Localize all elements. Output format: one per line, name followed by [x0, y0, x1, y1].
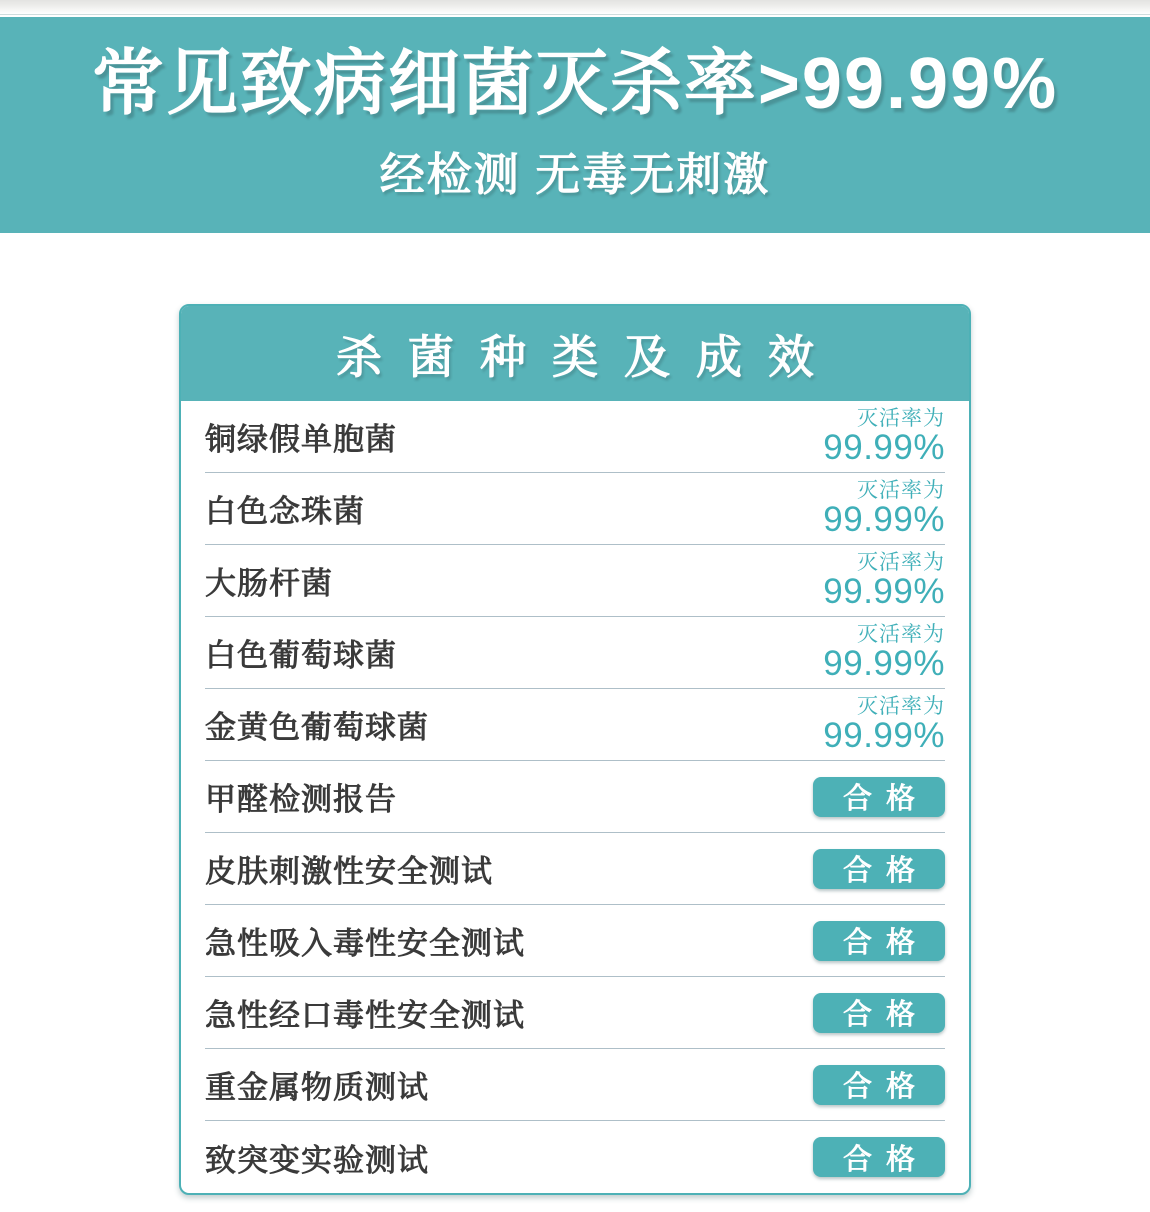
row-label: 铜绿假单胞菌	[205, 422, 397, 457]
pass-badge: 合格	[813, 921, 945, 961]
pass-badge: 合格	[813, 849, 945, 889]
row-label: 金黄色葡萄球菌	[205, 710, 429, 745]
pass-badge: 合格	[813, 777, 945, 817]
top-divider-strip	[0, 0, 1150, 15]
kill-rate-note: 灭活率为	[857, 551, 945, 575]
table-row	[205, 977, 945, 1049]
table-row	[205, 473, 945, 545]
hero-banner	[0, 17, 1150, 233]
card-header-title: 杀菌种类及成效	[181, 306, 969, 401]
row-label: 皮肤刺激性安全测试	[205, 854, 493, 889]
kill-rate-note: 灭活率为	[857, 407, 945, 431]
row-label: 白色葡萄球菌	[205, 638, 397, 673]
table-row	[205, 1049, 945, 1121]
row-label: 重金属物质测试	[205, 1070, 429, 1105]
table-row	[205, 617, 945, 689]
row-label: 急性经口毒性安全测试	[205, 998, 525, 1033]
row-label: 致突变实验测试	[205, 1142, 429, 1178]
kill-rate-note: 灭活率为	[857, 479, 945, 503]
kill-rate-value: 99.99%	[823, 428, 945, 468]
kill-rate	[823, 550, 945, 611]
table-row	[205, 761, 945, 833]
kill-rate	[823, 622, 945, 683]
banner-subtitle: 经检测 无毒无刺激	[379, 149, 771, 201]
table-row	[205, 833, 945, 905]
kill-rate-note: 灭活率为	[857, 695, 945, 719]
table-row	[205, 1121, 945, 1193]
kill-rate-value: 99.99%	[823, 716, 945, 756]
kill-rate	[823, 406, 945, 467]
pass-badge: 合格	[813, 1137, 945, 1177]
pass-badge: 合格	[813, 993, 945, 1033]
table-row	[205, 401, 945, 473]
table-row	[205, 545, 945, 617]
kill-rate-value: 99.99%	[823, 500, 945, 540]
row-label: 白色念珠菌	[205, 494, 365, 529]
row-label: 甲醛检测报告	[205, 782, 397, 817]
table-row	[205, 689, 945, 761]
kill-rate	[823, 694, 945, 755]
kill-rate-value: 99.99%	[823, 572, 945, 612]
kill-rate	[823, 478, 945, 539]
kill-rate-value: 99.99%	[823, 644, 945, 684]
row-label: 急性吸入毒性安全测试	[205, 926, 525, 961]
kill-rate-note: 灭活率为	[857, 623, 945, 647]
table-row	[205, 905, 945, 977]
pass-badge: 合格	[813, 1065, 945, 1105]
results-table	[181, 401, 969, 1193]
banner-title: 常见致病细菌灭杀率>99.99%	[91, 43, 1059, 124]
row-label: 大肠杆菌	[205, 566, 333, 601]
results-card	[179, 304, 971, 1195]
